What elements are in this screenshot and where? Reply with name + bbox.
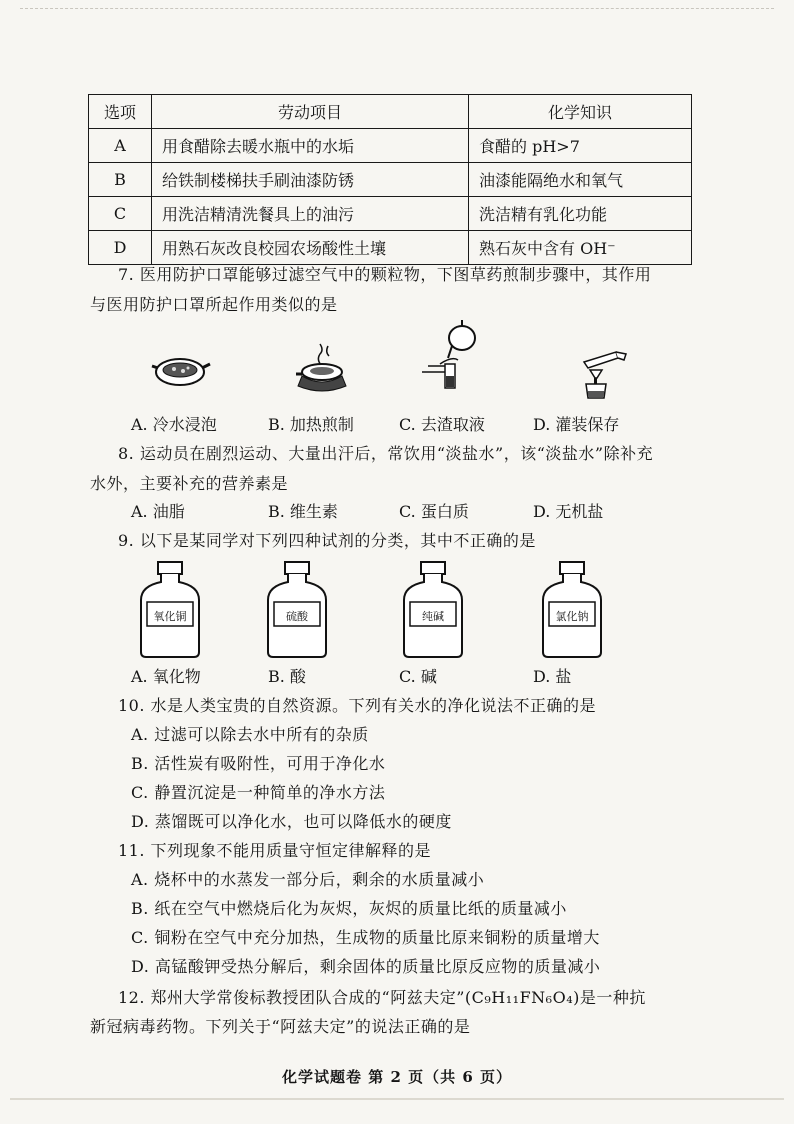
heating-pot-icon	[292, 340, 354, 396]
table-row	[89, 231, 692, 265]
table-cell-knowledge: 食醋的 pH>7	[469, 129, 692, 163]
q7-option-d: D. 灌装保存	[533, 415, 620, 434]
scan-edge-top	[20, 8, 774, 10]
q11-option-c: C. 铜粉在空气中充分加热，生成物的质量比原来铜粉的质量增大	[131, 928, 600, 947]
q7-option-a: A. 冷水浸泡	[131, 415, 217, 434]
q8-stem-line1: 8. 运动员在剧烈运动、大量出汗后，常饮用“淡盐水”，该“淡盐水”除补充	[118, 444, 654, 463]
table-header-knowledge: 化学知识	[469, 95, 692, 129]
q12-stem-line2: 新冠病毒药物。下列关于“阿兹夫定”的说法正确的是	[90, 1017, 471, 1036]
q10-option-b: B. 活性炭有吸附性，可用于净化水	[131, 754, 386, 773]
filtering-icon	[418, 318, 480, 400]
q10-option-a: A. 过滤可以除去水中所有的杂质	[131, 725, 369, 744]
bottle-label-c: 纯碱	[422, 610, 444, 623]
q7-stem-line2: 与医用防护口罩所起作用类似的是	[90, 295, 338, 314]
table-header-option: 选项	[89, 95, 152, 129]
table-cell-task: 用熟石灰改良校园农场酸性土壤	[152, 231, 469, 265]
table-cell-task: 用洗洁精清洗餐具上的油污	[152, 197, 469, 231]
bottle-label-b: 硫酸	[286, 610, 308, 623]
q9-option-d: D. 盐	[533, 667, 572, 686]
q11-option-d: D. 高锰酸钾受热分解后，剩余固体的质量比原反应物的质量减小	[131, 957, 601, 976]
q8-option-a: A. 油脂	[131, 502, 185, 521]
q10-option-d: D. 蒸馏既可以净化水，也可以降低水的硬度	[131, 812, 452, 831]
bottling-icon	[570, 344, 630, 400]
q6-options-table	[88, 94, 692, 265]
table-row	[89, 129, 692, 163]
q7-stem-line1: 7. 医用防护口罩能够过滤空气中的颗粒物，下图草药煎制步骤中，其作用	[118, 265, 652, 284]
table-cell-option: B	[89, 163, 152, 197]
table-cell-task: 给铁制楼梯扶手刷油漆防锈	[152, 163, 469, 197]
table-header-task: 劳动项目	[152, 95, 469, 129]
reagent-bottle-b	[262, 560, 332, 660]
q11-stem: 11. 下列现象不能用质量守恒定律解释的是	[118, 841, 432, 860]
q7-option-b: B. 加热煎制	[268, 415, 354, 434]
q8-option-b: B. 维生素	[268, 502, 338, 521]
q9-option-c: C. 碱	[399, 667, 437, 686]
reagent-bottle-a	[135, 560, 205, 660]
page-footer: 化学试题卷 第 2 页（共 6 页）	[282, 1068, 512, 1086]
reagent-bottle-d	[537, 560, 607, 660]
reagent-bottle-c	[398, 560, 468, 660]
table-cell-option: C	[89, 197, 152, 231]
q10-stem: 10. 水是人类宝贵的自然资源。下列有关水的净化说法不正确的是	[118, 696, 597, 715]
q10-option-c: C. 静置沉淀是一种简单的净水方法	[131, 783, 386, 802]
table-row	[89, 163, 692, 197]
bottle-label-a: 氧化铜	[153, 610, 187, 623]
q8-stem-line2: 水外，主要补充的营养素是	[90, 474, 289, 493]
q8-option-c: C. 蛋白质	[399, 502, 469, 521]
table-row	[89, 197, 692, 231]
q9-option-b: B. 酸	[268, 667, 306, 686]
table-cell-knowledge: 熟石灰中含有 OH⁻	[469, 231, 692, 265]
table-cell-knowledge: 油漆能隔绝水和氧气	[469, 163, 692, 197]
q9-stem: 9. 以下是某同学对下列四种试剂的分类，其中不正确的是	[118, 531, 536, 550]
scan-edge-bottom	[10, 1098, 784, 1101]
table-cell-option: D	[89, 231, 152, 265]
table-cell-knowledge: 洗洁精有乳化功能	[469, 197, 692, 231]
q8-option-d: D. 无机盐	[533, 502, 604, 521]
table-cell-option: A	[89, 129, 152, 163]
table-cell-task: 用食醋除去暖水瓶中的水垢	[152, 129, 469, 163]
q12-stem-line1: 12. 郑州大学常俊标教授团队合成的“阿兹夫定”(C₉H₁₁FN₆O₄)是一种抗	[118, 988, 646, 1007]
bottle-label-d: 氯化钠	[555, 610, 589, 623]
table-header-row	[89, 95, 692, 129]
q7-option-c: C. 去渣取液	[399, 415, 485, 434]
q11-option-a: A. 烧杯中的水蒸发一部分后，剩余的水质量减小	[131, 870, 485, 889]
q11-option-b: B. 纸在空气中燃烧后化为灰烬，灰烬的质量比纸的质量减小	[131, 899, 567, 918]
soaking-pot-icon	[150, 346, 212, 394]
q9-option-a: A. 氧化物	[131, 667, 201, 686]
